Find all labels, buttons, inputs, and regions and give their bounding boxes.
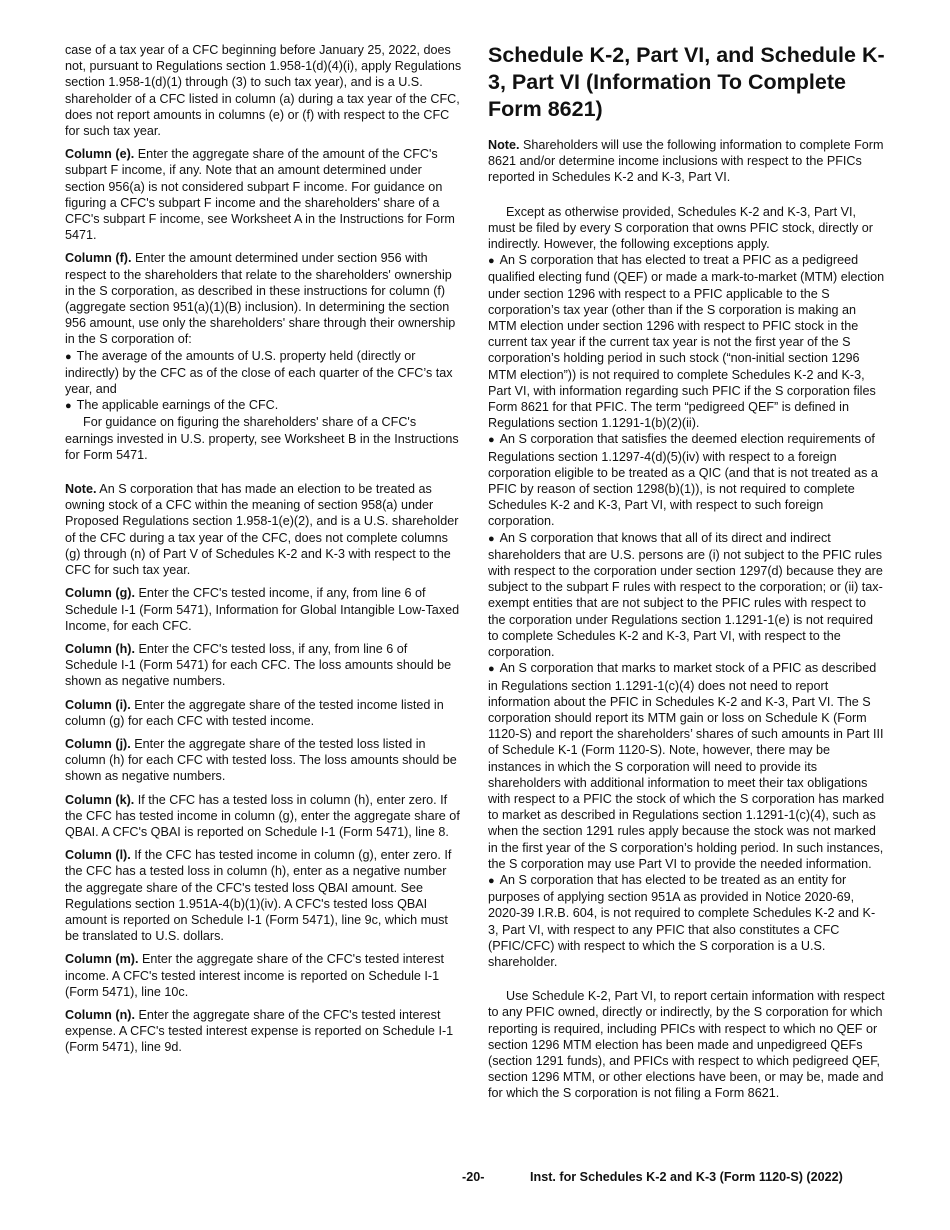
use-schedule-paragraph: Use Schedule K-2, Part VI, to report certain information with respect to any PFIC owned, directly or indirectly, by the S corporation for which reporting is required, including PFICs with respect to which no QEF or section 1296 MTM election has been made and unpedigreed QEFs (section 1291 funds), and PFICs with respect to which pedigreed QEF, section 1296 MTM, or other elections have been, or may be, made and for which the S corporation is not filing a Form 8621. [488,989,885,1101]
exception-bullet-5 [488,872,885,970]
column-h-heading: Column (h). [65,641,135,656]
bullet-text: An S corporation that knows that all of its direct and indirect shareholders that are U.S. persons are (i) not subject to the PFIC rules with respect to the corporation under section 1297(d) because they are subject to the subpart F rules with respect to the corporation; or (ii) tax-exempt entities that are not subject to the PFIC rules with respect to the corporation under Regulations section 1.1291-1(e) is not required to complete Schedules K-2 and K-3, Part VI, with respect to the corporation. [488,530,883,660]
bullet-text: An S corporation that satisfies the deemed election requirements of Regulations section 1.1297-4(d)(5)(iv) with respect to a foreign corporation eligible to be treated as a QIC (and that is not treated as a PFIC by reason of section 1298(b)(1)), is not required to complete Schedules K-2 and K-3, Part VI, with respect to such foreign corporation. [488,432,878,529]
bullet-icon: ● [488,874,495,887]
column-l-heading: Column (l). [65,848,131,863]
column-k-heading: Column (k). [65,792,135,807]
column-f-text: Enter the amount determined under section 956 with respect to the shareholders that relate to the shareholders' ownership in the S corporation, as described in these instructions for column (f) (aggregate section 951(a)(1)(B) inclusion). In determining the section 956 amount, use only the shareholders' share through their ownership in the S corporation of: [65,251,456,347]
exception-bullet-2 [488,431,885,529]
right-column [488,42,885,1102]
bullet-text: An S corporation that has elected to be treated as an entity for purposes of applying section 951A as provided in Notice 2020-69, 2020-39 I.R.B. 604, is not required to complete Schedules K-2 and K-3, Part VI, with respect to any PFIC that also constitutes a CFC (PFIC/CFC) with respect to which the S corporation is a U.S. shareholder. [488,872,876,969]
section-heading: Schedule K-2, Part VI, and Schedule K-3, Part VI (Information To Complete Form 8621) [488,43,885,121]
footer-document-title: Inst. for Schedules K-2 and K-3 (Form 1120-S) (2022) [530,1170,843,1184]
column-i-text: Enter the aggregate share of the tested income listed in column (g) for each CFC with tested income. [65,697,444,728]
intro-paragraph: case of a tax year of a CFC beginning before January 25, 2022, does not, pursuant to Regulations section 1.958-1(d)(4)(i), apply Regulations section 1.958-1(d)(1) through (3) to such tax year), and is a U.S. shareholder of a CFC listed in column (a) during a tax year of the CFC, does not report amounts in columns (e) or (f) with respect to the CFC for such tax year. [65,43,462,139]
exception-bullet-3 [488,530,885,661]
column-e-text: Enter the aggregate share of the amount of the CFC's subpart F income, if any. Note that an amount determined under section 956(a) is not considered subpart F income. For guidance on figuring a CFC's subpart F income and the shareholders' share of a CFC's subpart F income, see Worksheet A in the Instructions for Form 5471. [65,147,455,243]
bullet-icon: ● [65,350,72,363]
column-n-text: Enter the aggregate share of the CFC's tested interest expense. A CFC's tested interest expense is reported on Schedule I-1 (Form 5471), line 9d. [65,1007,454,1055]
column-k-paragraph [65,792,462,841]
bullet-icon: ● [488,663,495,676]
exception-bullet-4 [488,660,885,872]
column-j-paragraph [65,736,462,785]
left-column [65,42,462,1056]
column-h-paragraph [65,641,462,690]
column-f-bullet-2 [65,397,462,414]
column-l-paragraph [65,847,462,944]
column-i-paragraph [65,697,462,729]
column-e-paragraph [65,146,462,243]
column-f-guidance: For guidance on figuring the shareholders' share of a CFC's earnings invested in U.S. property, see Worksheet B in the Instructions for Form 5471. [65,415,459,462]
right-note-heading: Note. [488,138,520,152]
column-g-text: Enter the CFC's tested income, if any, from line 6 of Schedule I-1 (Form 5471), Information for Global Intangible Low-Taxed Income, for each CFC. [65,586,460,633]
column-n-heading: Column (n). [65,1007,135,1022]
column-f-heading: Column (f). [65,251,132,266]
exceptions-intro: Except as otherwise provided, Schedules K-2 and K-3, Part VI, must be filed by every S corporation that owns PFIC stock, directly or indirectly. However, the following exceptions apply. [488,204,873,252]
column-m-heading: Column (m). [65,952,139,967]
column-f-bullet-1 [65,348,462,398]
column-e-heading: Column (e). [65,147,135,162]
bullet-icon: ● [65,400,72,413]
column-g-heading: Column (g). [65,586,135,601]
column-m-paragraph [65,951,462,1000]
column-h-text: Enter the CFC's tested loss, if any, from line 6 of Schedule I-1 (Form 5471) for each CFC. The loss amounts should be shown as negative numbers. [65,641,452,689]
note-paragraph [65,481,462,578]
note-text: An S corporation that has made an election to be treated as owning stock of a CFC within the meaning of section 958(a) under Proposed Regulations section 1.958-1(e)(2), and is a U.S. shareholder of the CFC during a tax year of the CFC, does not complete columns (g) through (n) of Part V of Schedules K-2 and K-3 with respect to the CFC for such tax year. [65,482,459,578]
column-j-text: Enter the aggregate share of the tested loss listed in column (h) for each CFC with tested loss. The loss amounts should be shown as negative numbers. [65,736,457,784]
column-i-heading: Column (i). [65,697,131,712]
column-m-text: Enter the aggregate share of the CFC's tested interest income. A CFC's tested interest income is reported on Schedule I-1 (Form 5471), line 10c. [65,952,444,999]
page-number: -20- [462,1170,485,1184]
column-n-paragraph [65,1007,462,1056]
bullet-icon: ● [488,255,495,268]
bullet-text: The applicable earnings of the CFC. [76,398,279,413]
note-heading: Note. [65,482,97,497]
column-k-text: If the CFC has a tested loss in column (h), enter zero. If the CFC has tested income in column (g), enter the aggregate share of QBAI. A CFC's QBAI is reported on Schedule I-1 (Form 5471), line 8. [65,792,460,839]
right-note-text: Shareholders will use the following information to complete Form 8621 and/or determine income inclusions with respect to the PFICs reported in Schedules K-2 and K-3, Part VI. [488,138,884,185]
column-j-heading: Column (j). [65,736,131,751]
bullet-icon: ● [488,532,495,545]
bullet-icon: ● [488,434,495,447]
bullet-text: The average of the amounts of U.S. property held (directly or indirectly) by the CFC as of the close of each quarter of the CFC’s tax year, and [65,348,453,397]
bullet-text: An S corporation that marks to market stock of a PFIC as described in Regulations section 1.1291-1(c)(4) does not need to report information about the PFIC in Schedules K-2 and K-3, Part VI. The S corporation should report its MTM gain or loss on Schedule K (Form 1120-S) and report the shareholders’ shares of such amounts in Part III of Schedule K-1 (Form 1120-S). Note, however, there may be instances in which the S corporation will need to provide its shareholders with additional information to meet their tax obligations with respect to a PFIC the stock of which the S corporation has marked to market as described in Regulations section 1.1291-1(c)(4), such as when the section 1291 rules apply because the stock was not marked in the first year of the S corporation’s holding period. In such instances, the S corporation may use Part VI to provide the needed information. [488,661,885,871]
column-f-paragraph [65,250,462,347]
exception-bullet-1 [488,252,885,431]
bullet-text: An S corporation that has elected to treat a PFIC as a pedigreed qualified electing fund (QEF) or made a mark-to-market (MTM) election under section 1296 with respect to a PFIC applicable to the S corporation’s tax year (other than if the S corporation is making an MTM election under section 1296 with respect to PFIC stock in the current tax year if the current tax year is not the first year of the S corporation’s holding period in such stock (“non-initial section 1296 MTM election”)) is not required to complete Schedules K-2 and K-3, Part VI, with information regarding such PFIC if the S corporation files Form 8621 for that PFIC. The term “pedigreed QEF” is defined in Regulations section 1.1291-1(b)(2)(ii). [488,253,885,431]
column-l-text: If the CFC has tested income in column (g), enter zero. If the CFC has a tested loss in column (h), enter as a negative number the aggregate share of the CFC's tested loss QBAI amount. See Regulations section 1.951A-4(b)(1)(iv). A CFC's tested loss QBAI amount is reported on Schedule I-1 (Form 5471), line 9c, which must be translated to U.S. dollars. [65,848,452,944]
right-note-paragraph [488,137,885,186]
column-g-paragraph [65,585,462,634]
